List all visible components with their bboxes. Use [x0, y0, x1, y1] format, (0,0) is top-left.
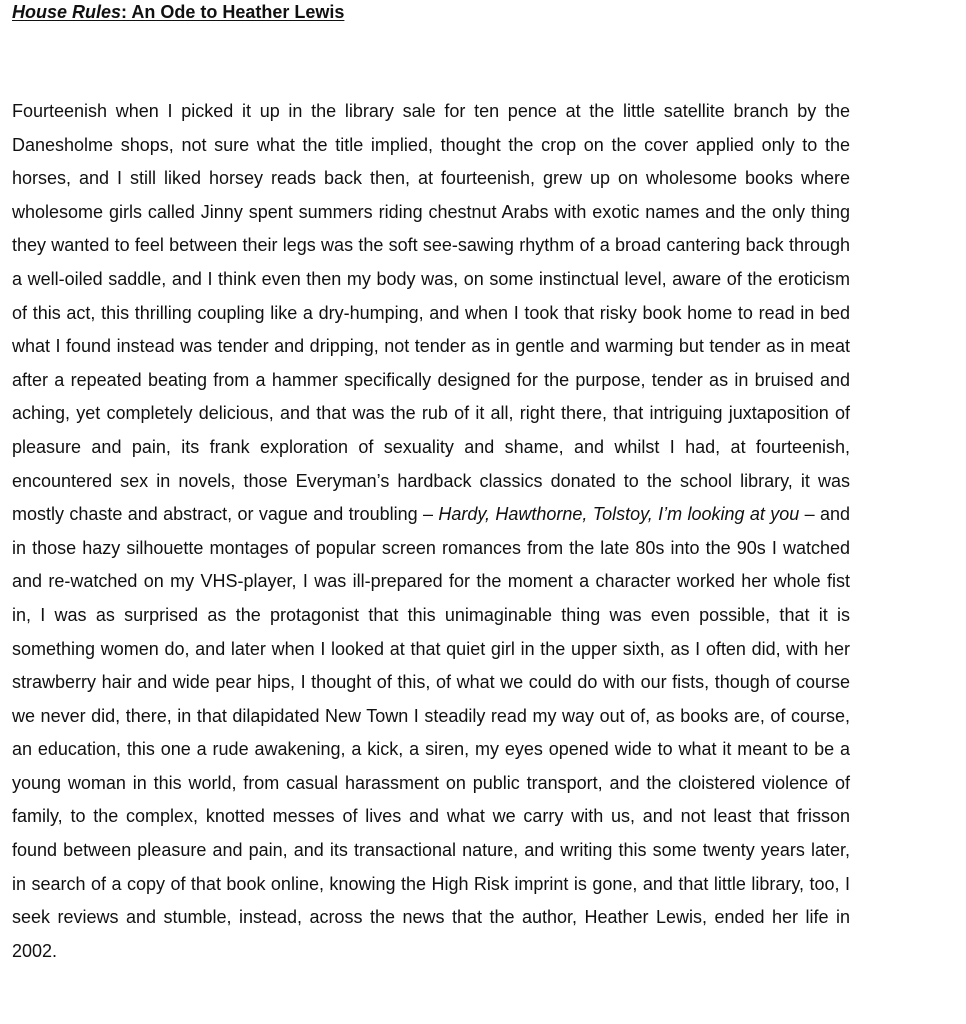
paragraph-text-part2: – and in those hazy silhouette montages of popular screen romances from the late 80s into the 90s I watched and re-watched on my VHS-player, I was ill-prepared for the moment a character worked her whole fist in, I was as surprised as the protagonist that this unimaginable thing was even possible, that it is something women do, and later when I looked at that quiet girl in the upper sixth, as I often did, with her strawberry hair and wide pear hips, I thought of this, of what we could do with our fists, though of course we never did, there, in that dilapidated New Town I steadily read my way out of, as books are, of course, an education, this one a rude awakening, a kick, a siren, my eyes opened wide to what it meant to be a young woman in this world, from casual harassment on public transport, and the cloistered violence of family, to the complex, knotted messes of lives and what we carry with us, and not least that frisson found between pleasure and pain, and its transactional nature, and writing this some twenty years later, in search of a copy of that book online, knowing the High Risk imprint is gone, and that little library, too, I seek reviews and stumble, instead, across the news that the author, Heather Lewis, ended her life in 2002. [12, 504, 850, 961]
document-title [12, 0, 850, 23]
paragraph-italic-aside: Hardy, Hawthorne, Tolstoy, I’m looking at you [438, 504, 800, 525]
title-subtitle: : An Ode to Heather Lewis [121, 2, 345, 22]
book-title: House Rules [12, 2, 122, 22]
document-page [12, 0, 850, 961]
essay-paragraph [12, 95, 850, 968]
paragraph-text-part1: Fourteenish when I picked it up in the library sale for ten pence at the little satellite branch by the Danesholme shops, not sure what the title implied, thought the crop on the cover applied only to the horses, and I still liked horsey reads back then, at fourteenish, grew up on wholesome books where wholesome girls called Jinny spent summers riding chestnut Arabs with exotic names and the only thing they wanted to feel between their legs was the soft see-sawing rhythm of a broad cantering back through a well-oiled saddle, and I think even then my body was, on some instinctual level, aware of the eroticism of this act, this thrilling coupling like a dry-humping, and when I took that risky book home to read in bed what I found instead was tender and dripping, not tender as in gentle and warming but tender as in meat after a repeated beating from a hammer specifically designed for the purpose, tender as in bruised and aching, yet completely delicious, and that was the rub of it all, right there, that intriguing juxtaposition of pleasure and pain, its frank exploration of sexuality and shame, and whilst I had, at fourteenish, encountered sex in novels, those Everyman’s hardback classics donated to the school library, it was mostly chaste and abstract, or vague and troubling – [12, 101, 850, 525]
